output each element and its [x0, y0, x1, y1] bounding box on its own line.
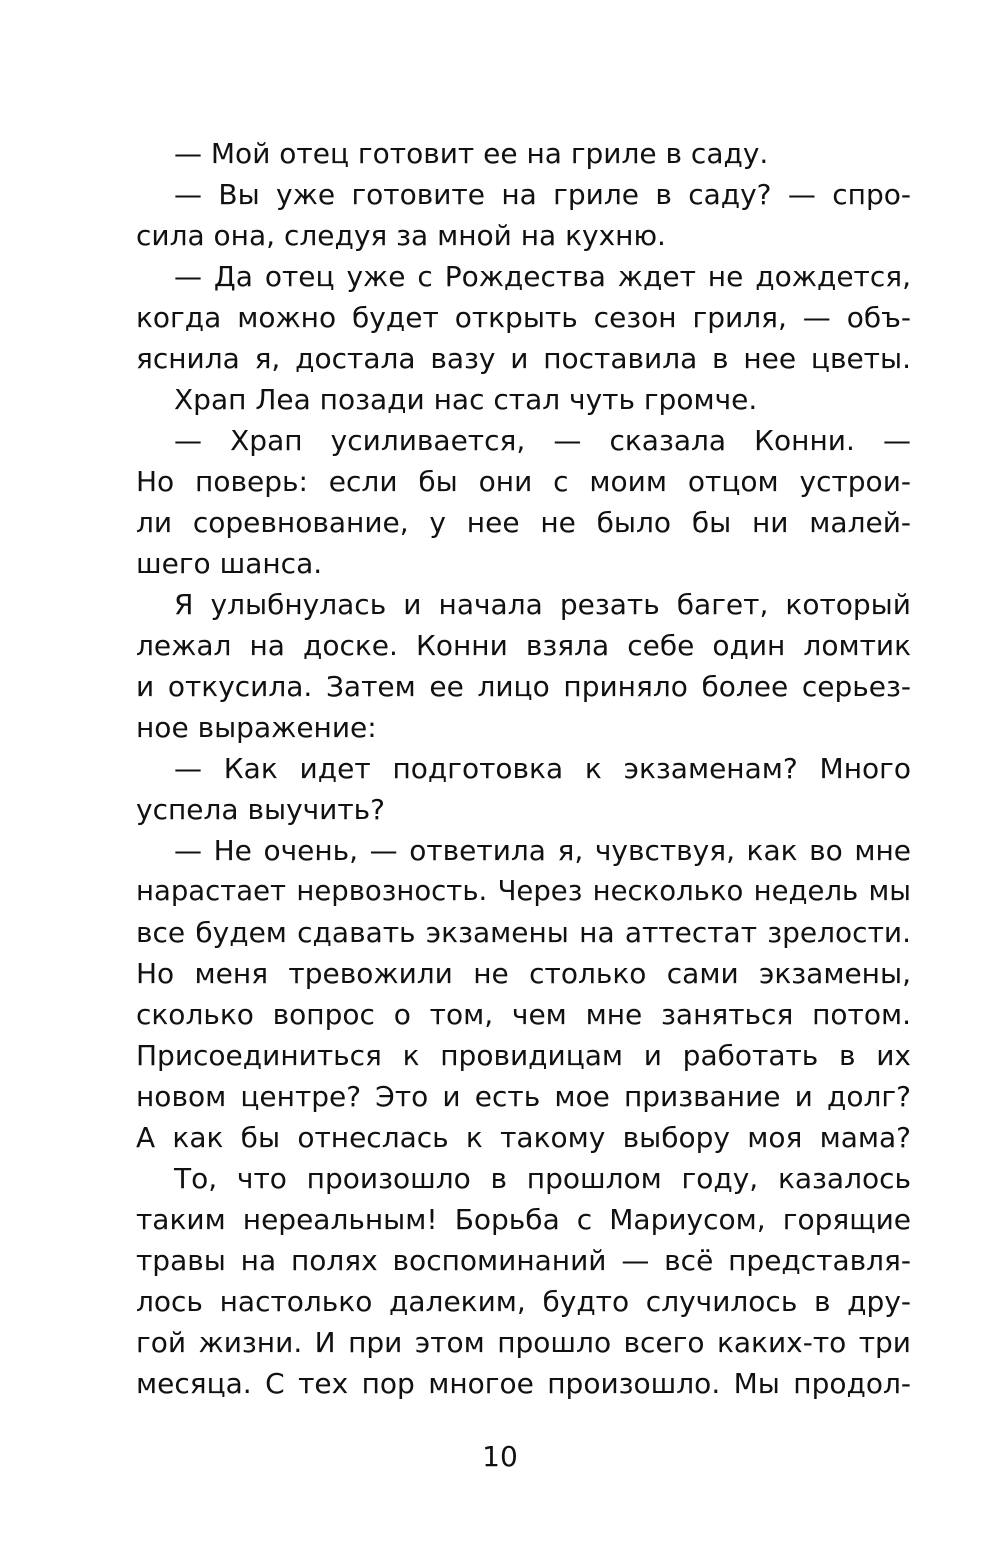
page-text-block: [136, 133, 911, 1433]
text-line: таким нереальным! Борьба с Мариусом, горящие: [136, 1203, 911, 1236]
text-line: ное выражение:: [136, 711, 377, 744]
text-line: и откусила. Затем ее лицо приняло более серьез-: [136, 670, 911, 703]
text-line: сила она, следуя за мной на кухню.: [136, 219, 666, 252]
text-line: месяца. С тех пор многое произошло. Мы продол-: [136, 1367, 911, 1400]
text-line: — Да отец уже с Рождества ждет не дождется,: [174, 260, 911, 293]
text-line: сколько вопрос о том, чем мне заняться потом.: [136, 998, 911, 1031]
text-line: гой жизни. И при этом прошло всего каких-то три: [136, 1326, 911, 1359]
text-line: шего шанса.: [136, 547, 323, 580]
text-line: Я улыбнулась и начала резать багет, который: [174, 588, 911, 621]
text-line: — Храп усиливается, — сказала Конни. —: [174, 424, 911, 457]
text-line: травы на полях воспоминаний — всё представля-: [136, 1244, 911, 1277]
text-line: ли соревнование, у нее не было бы ни малей-: [136, 506, 911, 539]
text-line: яснила я, достала вазу и поставила в нее цветы.: [136, 342, 911, 375]
text-line: когда можно будет открыть сезон гриля, — объ-: [136, 301, 911, 334]
text-line: все будем сдавать экзамены на аттестат зрелости.: [136, 916, 911, 949]
text-line: лось настолько далеким, будто случилось в дру-: [136, 1285, 911, 1318]
text-line: То, что произошло в прошлом году, казалось: [174, 1162, 911, 1195]
text-line: — Мой отец готовит ее на гриле в саду.: [174, 137, 769, 170]
text-line: Присоединиться к провидицам и работать в их: [136, 1039, 911, 1072]
text-line: — Как идет подготовка к экзаменам? Много: [174, 752, 911, 785]
text-line: лежал на доске. Конни взяла себе один ломтик: [136, 629, 911, 662]
text-line: — Вы уже готовите на гриле в саду? — спро-: [174, 178, 911, 211]
text-line: Но меня тревожили не столько сами экзамены,: [136, 957, 911, 990]
text-line: успела выучить?: [136, 793, 386, 826]
text-line: Но поверь: если бы они с моим отцом устрои-: [136, 465, 911, 498]
text-line: нарастает нервозность. Через несколько недель мы: [136, 875, 911, 907]
page-number: 10: [482, 1440, 518, 1473]
text-line: новом центре? Это и есть мое призвание и долг?: [136, 1080, 911, 1113]
text-line: — Не очень, — ответила я, чувствуя, как во мне: [174, 834, 911, 867]
text-line: А как бы отнеслась к такому выбору моя мама?: [136, 1121, 911, 1154]
text-line: Храп Леа позади нас стал чуть громче.: [174, 383, 758, 416]
